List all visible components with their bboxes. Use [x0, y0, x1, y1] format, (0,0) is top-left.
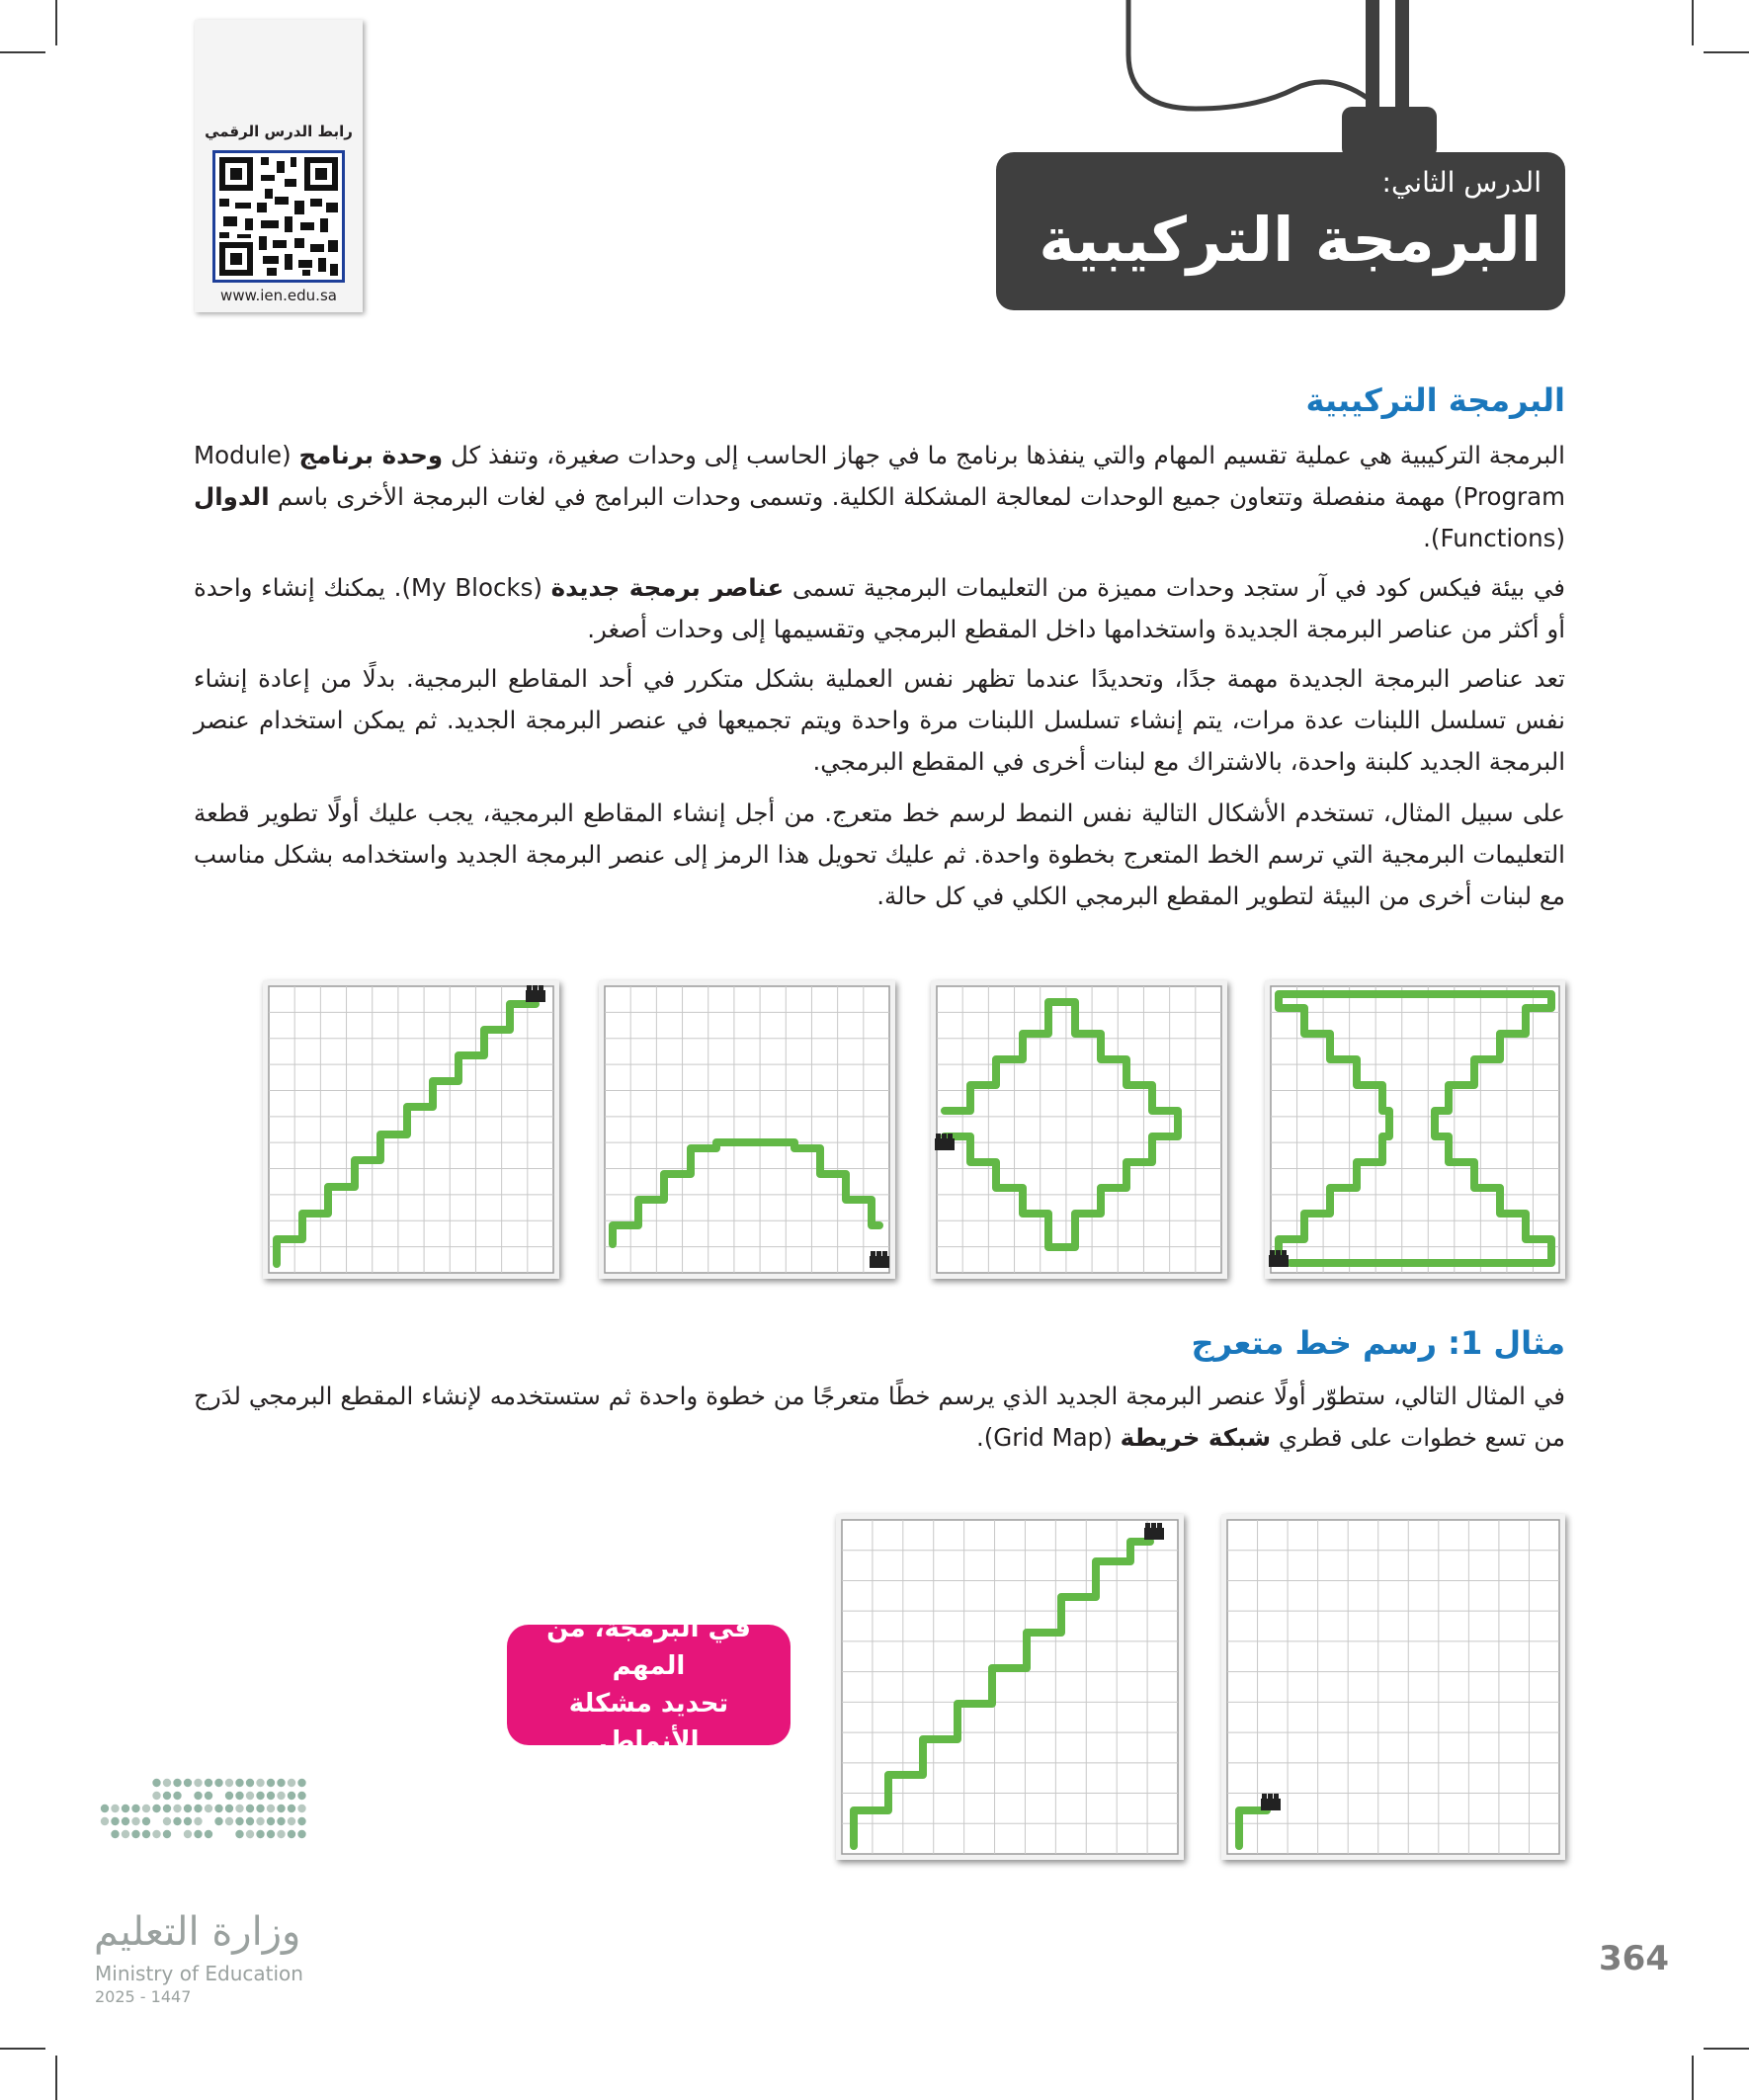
crop-mark [1704, 51, 1749, 53]
robot-icon [1144, 1523, 1164, 1540]
robot-icon [870, 1251, 889, 1268]
robot-icon [526, 985, 545, 1002]
grid-drawing [836, 1514, 1184, 1860]
qr-url[interactable]: www.ien.edu.sa [220, 287, 337, 304]
p1-bold-functions: الدوال [194, 482, 270, 511]
p1-bold-module: وحدة برنامج [298, 441, 444, 469]
p2-text-c: (My Blocks). يمكنك إنشاء واحدة أو أكثر من عناصر البرمجة الجديدة واستخدامها داخل المقطع البرمجي وتقسيمها إلى وحدات أصغر. [194, 573, 1565, 643]
example-paragraph [194, 1376, 1565, 1459]
paragraph-4: على سبيل المثال، تستخدم الأشكال التالية نفس النمط لرسم خط متعرج. من أجل إنشاء المقاطع البرمجية، يجب عليك أولًا تطوير قطعة التعليمات البرمجية التي ترسم الخط المتعرج بخطوة واحدة. ثم عليك تحويل هذا الرمز إلى عنصر البرمجة الجديد واستخدامه بشكل مناسب مع لبنات أخرى من البيئة لتطوير المقطع البرمجي الكلي في كل حالة. [194, 798, 1565, 910]
grid-drawing [931, 980, 1227, 1279]
grid-drawing [263, 980, 559, 1279]
qr-label: رابط الدرس الرقمي [205, 123, 353, 140]
example-text-c: (Grid Map). [975, 1423, 1121, 1452]
example-bold-grid-map: شبكة خريطة [1120, 1423, 1272, 1452]
robot-icon [935, 1134, 955, 1150]
p1-text-e: (Functions). [1423, 524, 1565, 552]
crop-mark [0, 51, 45, 53]
grid-panel-hourglass [1265, 980, 1565, 1279]
page-number: 364 [1599, 1939, 1669, 1978]
plug-cable-graphic [1107, 0, 1462, 158]
crop-mark [1692, 0, 1694, 45]
ministry-name-english: Ministry of Education [95, 1962, 303, 1985]
note-line-2: تحديد مشكلة الأنماط. [568, 1689, 729, 1756]
patterns-note-callout [507, 1614, 791, 1756]
paragraph-3: تعد عناصر البرمجة الجديدة مهمة جدًا، وتحديدًا عندما تظهر نفس العملية بشكل متكرر في أحد المقاطع البرمجية. بدلًا من إعادة إنشاء نفس تسلسل اللبنات عدة مرات، يتم إنشاء تسلسل اللبنات مرة واحدة ويتم تجميعها في عنصر البرمجة الجديد. ثم يمكن استخدام عنصر البرمجة الجديد كلبنة واحدة، بالاشتراك مع لبنات أخرى في المقطع البرمجي. [194, 664, 1565, 776]
p1-text-a: البرمجة التركيبية هي عملية تقسيم المهام والتي ينفذها برنامج ما في جهاز الحاسب إلى وحدات صغيرة، وتنفذ كل [443, 441, 1565, 469]
crop-mark [1704, 2048, 1749, 2050]
lesson-title-banner [996, 152, 1565, 310]
ministry-logo-dots-icon [97, 1775, 309, 1899]
crop-mark [55, 0, 57, 45]
crop-mark [55, 2056, 57, 2100]
lesson-subtitle: الدرس الثاني: [1381, 166, 1541, 199]
note-line-1: في البرمجة، من المهم [546, 1614, 751, 1681]
crop-mark [0, 2048, 45, 2050]
robot-icon [1261, 1794, 1281, 1810]
p1-text-c: (Module Program) مهمة منفصلة وتتعاون جميع الوحدات لمعالجة المشكلة الكلية. وتسمى وحدات البرامج في لغات البرمجة الأخرى باسم [194, 441, 1565, 511]
ministry-year: 2025 - 1447 [95, 1987, 192, 2006]
ministry-name-arabic: وزارة التعليم [94, 1909, 301, 1955]
lesson-title: البرمجة التركيبية [1039, 204, 1541, 276]
example-heading: مثال 1: رسم خط متعرج [1191, 1324, 1565, 1362]
grid-drawing [599, 980, 895, 1279]
section-heading: البرمجة التركيبية [1305, 381, 1565, 419]
digital-lesson-qr-card[interactable] [195, 20, 363, 312]
paragraph-2 [194, 567, 1565, 650]
example-text-a: في المثال التالي، ستطوّر أولًا عنصر البرمجة الجديد الذي يرسم خطًا متعرجًا من خطوة واحدة ثم ستستخدمه لإنشاء المقطع البرمجي لدَرج من تسع خطوات على قطري [194, 1382, 1565, 1452]
grid-panel-single-step [1221, 1514, 1565, 1860]
grid-panel-nine-step-stairs [836, 1514, 1184, 1860]
grid-panel-staircase [263, 980, 559, 1279]
grid-drawing [1265, 980, 1565, 1279]
p2-text-a: في بيئة فيكس كود في آر ستجد وحدات مميزة من التعليمات البرمجية تسمى [784, 573, 1565, 602]
qr-code-icon[interactable] [212, 150, 345, 283]
paragraph-1 [194, 435, 1565, 559]
grid-panel-diamond [931, 980, 1227, 1279]
p2-bold-my-blocks: عناصر برمجة جديدة [550, 573, 785, 602]
crop-mark [1692, 2056, 1694, 2100]
grid-drawing [1221, 1514, 1565, 1860]
grid-panel-mountain [599, 980, 895, 1279]
robot-icon [1269, 1250, 1289, 1267]
